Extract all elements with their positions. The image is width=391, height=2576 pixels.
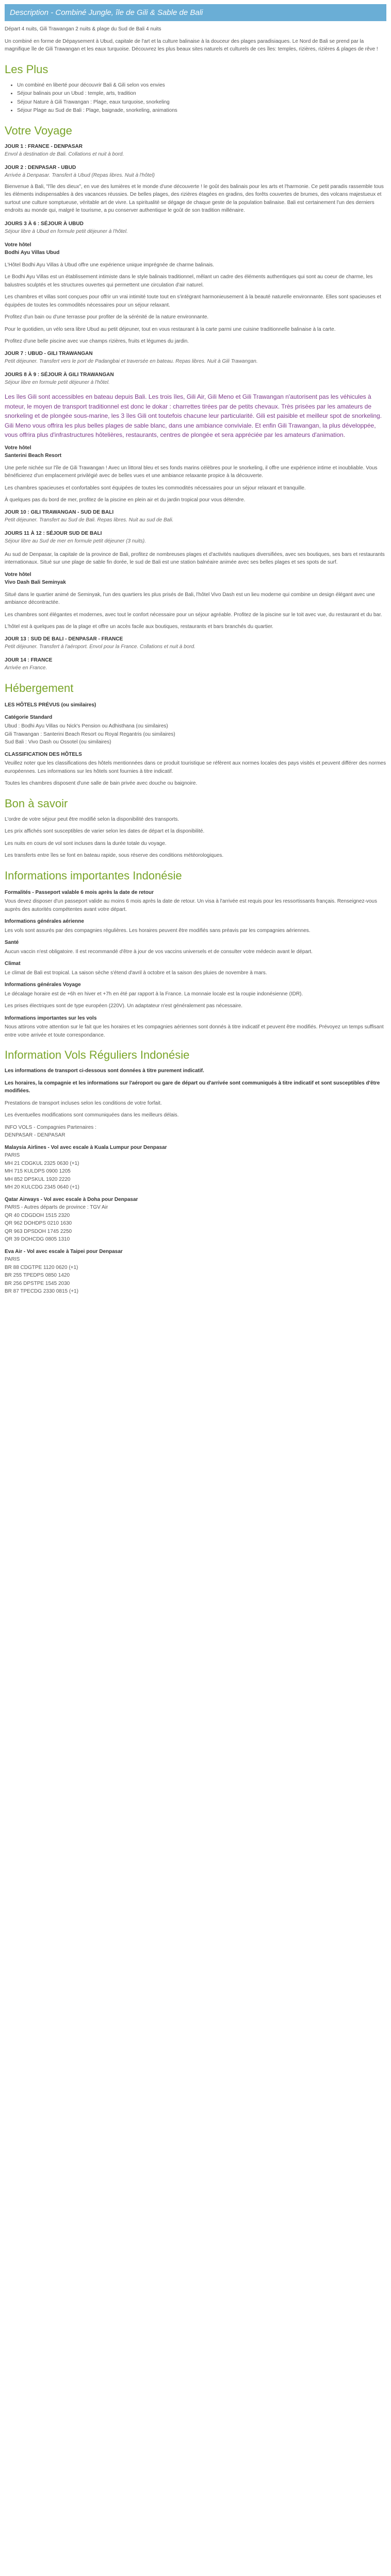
goodtoknow-item: Les transferts entre îles se font en bateau rapide, sous réserve des conditions météorologiques.	[5, 853, 224, 859]
practical-text: Les prises électriques sont de type européen (220V). Un adaptateur n'est généralement pas nécessaire.	[5, 1003, 243, 1009]
highlights-title: Les Plus	[5, 62, 48, 76]
section-banner: Description - Combiné Jungle, île de Gili & Sable de Bali	[5, 4, 386, 21]
practical-heading: Santé	[5, 940, 19, 946]
flights-text: Prestations de transport incluses selon les conditions de votre forfait.	[5, 1100, 162, 1106]
day-meal: Petit déjeuner. Transfert au Sud de Bali. Repas libres. Nuit au sud de Bali.	[5, 517, 174, 523]
practical-title: Informations importantes Indonésie	[5, 869, 182, 882]
highlight-item: • Un combiné en liberté pour découvrir Bali & Gili selon vos envies	[17, 81, 386, 90]
flight-line: BR 87 TPECDG 2330 0815 (+1)	[5, 1289, 78, 1295]
flights-title: Information Vols Réguliers Indonésie	[5, 1048, 190, 1062]
practical-text: Nous attirons votre attention sur le fait que les horaires et les compagnies aériennes sont donnés à titre indicatif et peuvent être modifiés. Prévoyez un temps suffisant entre votre arrivée et toute correspondance.	[5, 1024, 384, 1038]
day-meal: Arrivée en France.	[5, 665, 47, 671]
accommodation-line: Ubud : Bodhi Ayu Villas ou Nick's Pension ou Adhisthana (ou similaires)	[5, 723, 168, 729]
flight-line: QR 963 DPSDOH 1745 2250	[5, 1228, 72, 1234]
day-block	[5, 509, 386, 524]
hotel-desc: Pour le quotidien, un vélo sera libre Ubud au petit déjeuner, tout en vous restaurant à la carte parmi une cuisine traditionnelle balinaise à la carte.	[5, 326, 336, 332]
flight-line: MH 852 DPSKUL 1920 2220	[5, 1176, 71, 1182]
practical-text: Vous devez disposer d'un passeport valide au moins 6 mois après la date de retour. Un visa à l'arrivée est requis pour les ressortissants français. Renseignez-vous auprès des autorités compétentes avant votre départ.	[5, 899, 377, 912]
day-block	[5, 143, 386, 159]
accommodation-line: Sud Bali : Vivo Dash ou Ossotel (ou similaires)	[5, 739, 111, 745]
day-meal: Petit déjeuner. Transfert vers le port de Padangbai et traversée en bateau. Repas libres. Nuit à Gili Trawangan.	[5, 359, 258, 365]
accommodation-heading: CLASSIFICATION DES HÔTELS	[5, 751, 82, 757]
practical-heading: Climat	[5, 961, 21, 967]
flight-line: PARIS - Autres départs de province : TGV Air	[5, 1205, 108, 1211]
practical-heading: Informations générales Voyage	[5, 982, 81, 988]
hotel-name: Vivo Dash Bali Seminyak	[5, 580, 66, 586]
day-title: JOUR 10 : GILI TRAWANGAN - SUD DE BALI	[5, 509, 114, 515]
itinerary-title: Votre Voyage	[5, 124, 72, 137]
day-block	[5, 350, 386, 366]
description-page	[5, 0, 386, 1302]
flight-line: BR 256 DPSTPE 1545 2030	[5, 1280, 70, 1286]
day-title: JOUR 13 : SUD DE BALI - DENPASAR - FRANCE	[5, 636, 123, 642]
practical-text: Le climat de Bali est tropical. La saison sèche s'étend d'avril à octobre et la saison des pluies de novembre à mars.	[5, 970, 267, 976]
accommodation-line: Toutes les chambres disposent d'une salle de bain privée avec douche ou baignoire.	[5, 781, 198, 786]
accommodation-category: Catégorie Standard	[5, 714, 53, 720]
flight-line: QR 39 DOHCDG 0805 1310	[5, 1236, 70, 1243]
goodtoknow-item: Les nuits en cours de vol sont incluses dans la durée totale du voyage.	[5, 840, 167, 846]
practical-heading: Informations générales aérienne	[5, 919, 84, 925]
practical-text: Le décalage horaire est de +6h en hiver et +7h en été par rapport à la France. La monnaie locale est la roupie indonésienne (IDR).	[5, 991, 303, 997]
accommodation-title: Hébergement	[5, 681, 74, 694]
day-block	[5, 656, 386, 672]
day-title: JOURS 8 À 9 : SÉJOUR À GILI TRAWANGAN	[5, 371, 114, 378]
day-block	[5, 635, 386, 651]
flight-line: QR 962 DOHDPS 0210 1630	[5, 1221, 72, 1227]
highlight-item: • Séjour Plage au Sud de Bali : Plage, baignade, snorkeling, animations	[17, 107, 386, 115]
gili-intro: Les îles Gili sont accessibles en bateau depuis Bali. Les trois îles, Gili Air, Gili Meno et Gili Trawangan n'autorisent pas les véhicules à moteur, le moyen de transport traditionnel est donc le dokar : charrettes tirées par de petits chevaux. Très prisées par les amateurs de snorkeling et de plongée sous-marine, les 3 îles Gili ont toutefois chacune leur particularité. Gili est paisible et meilleur spot de snorkeling. Gili Meno vous offrira les plus belles plages de sable blanc, dans une ambiance conviviale. Et enfin Gili Trawangan, la plus développée, vous offrira plus d'infrastructures hôtelières, restaurants, centres de plongée et sera appréciée par les amateurs d'animation.	[5, 393, 382, 439]
flight-line: BR 255 TPEDPS 0850 1420	[5, 1273, 70, 1279]
intro-duration: Départ 4 nuits, Gili Trawangan 2 nuits & plage du Sud de Bali 4 nuits	[5, 26, 161, 32]
hotel-desc: Le Bodhi Ayu Villas est un établissement intimiste dans le style balinais traditionnel, mêlant un cadre des éléments authentiques qui sont au coeur de charme, les balustres sculptés et les structures ouvertes qui permettent une circulation d'air naturel.	[5, 274, 373, 288]
hotel-south	[5, 571, 386, 587]
hotel-gili	[5, 444, 386, 460]
goodtoknow-item: Les prix affichés sont susceptibles de varier selon les dates de départ et la disponibilité.	[5, 828, 205, 835]
day-meal: Séjour libre en formule petit déjeuner à l'hôtel.	[5, 380, 110, 386]
day-meal: Envol à destination de Bali. Collations et nuit à bord.	[5, 151, 124, 158]
flights-heading: DENPASAR - DENPASAR	[5, 1132, 66, 1139]
hotel-desc: Les chambres sont élégantes et modernes, avec tout le confort nécessaire pour un séjour agréable. Profitez de la piscine sur le toit avec vue, du restaurant et du bar.	[5, 612, 382, 618]
day-meal: Séjour libre au Sud de mer en formule petit déjeuner (3 nuits).	[5, 538, 146, 545]
accommodation-line: Veuillez noter que les classifications des hôtels mentionnées dans ce produit touristique se réfèrent aux normes locales des pays visités et peuvent différer des normes européennes. Les informations sur les hôtels sont fournies à titre indicatif.	[5, 760, 386, 774]
intro-text: Un combiné en forme de Dépaysement à Ubud, capitale de l'art et la culture balinaise à la douceur des plages paradisiaques. Le Nord de Bali se prend par la magnifique île de Gili Trawangan et les eaux turquoise. Découvrez les plus beaux sites naturels et culturels de ces îles: temples, rizières, rizières & plages de rêve !	[5, 38, 378, 53]
highlight-item: • Séjour balinais pour un Ubud : temple, arts, tradition	[17, 90, 386, 98]
day-block	[5, 164, 386, 215]
flight-line: MH 715 KULDPS 0900 1205	[5, 1168, 71, 1175]
practical-text: Les vols sont assurés par des compagnies régulières. Les horaires peuvent être modifiés sans préavis par les compagnies aériennes.	[5, 927, 311, 934]
day-title: JOUR 1 : FRANCE - DENPASAR	[5, 143, 83, 149]
hotel-desc: L'Hôtel Bodhi Ayu Villas à Ubud offre une expérience unique imprégnée de charme balinais.	[5, 262, 215, 268]
day-title: JOUR 14 : FRANCE	[5, 657, 53, 663]
flight-carrier: Malaysia Airlines - Vol avec escale à Kuala Lumpur pour Denpasar	[5, 1144, 167, 1150]
practical-text: Aucun vaccin n'est obligatoire. Il est recommandé d'être à jour de vos vaccins universels et de consulter votre médecin avant le départ.	[5, 948, 313, 955]
flights-heading: INFO VOLS - Compagnies Partenaires :	[5, 1124, 96, 1130]
flights-text: Les éventuelles modifications sont communiquées dans les meilleurs délais.	[5, 1112, 179, 1118]
day-body: Bienvenue à Bali, "l'île des dieux", en vue des lumières et le monde d'une découverte ! le goût des balinais pour les arts et l'harmonie. Ce petit paradis rassemble tous les éléments indispensables à des vacances réussies. De belles plages, des rizières étagées en gradins, des forêts couvertes de brumes, des volcans majestueux et surtout une culture somptueuse, véritable art de vivre. La spiritualité se dégage de chaque geste de la population balinaise. Bali est certainement l'un des derniers endroits au monde qui, malgré le tourisme, a pu conserver authentique le goût de son tradition millénaire.	[5, 183, 384, 214]
practical-heading: Formalités - Passeport valable 6 mois après la date de retour	[5, 889, 154, 895]
day-meal: Petit déjeuner. Transfert à l'aéroport. Envol pour la France. Collations et nuit à bord.	[5, 644, 196, 650]
day-title: JOUR 2 : DENPASAR - UBUD	[5, 164, 76, 171]
hotel-label: Votre hôtel	[5, 571, 31, 578]
flight-line: MH 21 CDGKUL 2325 0630 (+1)	[5, 1160, 79, 1166]
goodtoknow-item: L'ordre de votre séjour peut être modifié selon la disponibilité des transports.	[5, 816, 180, 822]
practical-heading: Informations importantes sur les vols	[5, 1015, 97, 1021]
flight-line: PARIS	[5, 1153, 20, 1159]
hotel-desc: L'hôtel est à quelques pas de la plage et offre un accès facile aux boutiques, restaurants et bars branchés du quartier.	[5, 624, 273, 630]
flights-intro: Les informations de transport ci-dessous sont données à titre purement indicatif.	[5, 1068, 204, 1074]
day-block	[5, 530, 386, 546]
flight-line: BR 88 CDGTPE 1120 0620 (+1)	[5, 1264, 78, 1270]
south-desc: Au sud de Denpasar, la capitale de la province de Bali, profitez de nombreuses plages et d'activités nautiques diversifiées, avec ses boutiques, ses bars et restaurants internationaux. Situé sur une plage de sable fin dorée, le sud de Bali est une station balnéaire animée avec ses belles plages et ses spots de surf.	[5, 551, 385, 566]
hotel-desc: Profitez d'une belle piscine avec vue champs rizières, fruits et légumes du jardin.	[5, 338, 189, 345]
hotel-desc: À quelques pas du bord de mer, profitez de la piscine en plein air et du jardin tropical pour vous détendre.	[5, 497, 246, 503]
accommodation-line: Gili Trawangan : Santerini Beach Resort ou Royal Regantris (ou similaires)	[5, 731, 175, 737]
flight-carrier: Qatar Airways - Vol avec escale à Doha pour Denpasar	[5, 1196, 138, 1202]
hotel-label: Votre hôtel	[5, 445, 31, 451]
hotel-desc: Une perle nichée sur l'île de Gili Trawangan ! Avec un littoral bleu et ses fonds marins célèbres pour le snorkeling, il offre une expérience intime et inoubliable. Vous bénéficierez d'un emplacement privilégié avec de belles vues et une ambiance relaxante propice à la découverte.	[5, 465, 378, 479]
flights-text: Les horaires, la compagnie et les informations sur l'aéroport ou gare de départ ou d'arrivée sont communiqués à titre indicatif et sont susceptibles d'être modifiées.	[5, 1080, 380, 1094]
flight-carrier: Eva Air - Vol avec escale à Taipei pour Denpasar	[5, 1248, 123, 1255]
highlight-item: • Séjour Nature à Gili Trawangan : Plage, eaux turquoise, snorkeling	[17, 98, 386, 107]
hotel-ubud	[5, 241, 386, 257]
flight-line: PARIS	[5, 1257, 20, 1263]
highlights-list	[5, 81, 386, 115]
day-title: JOURS 11 À 12 : SÉJOUR SUD DE BALI	[5, 530, 102, 536]
day-block	[5, 371, 386, 387]
hotel-desc: Profitez d'un bain ou d'une terrasse pour profiter de la sérénité de la nature environnante.	[5, 314, 209, 320]
flight-line: MH 20 KULCDG 2345 0640 (+1)	[5, 1184, 79, 1191]
hotel-label: Votre hôtel	[5, 242, 31, 248]
hotel-name: Bodhi Ayu Villas Ubud	[5, 250, 60, 256]
goodtoknow-title: Bon à savoir	[5, 796, 68, 810]
day-meal: Arrivée à Denpasar. Transfert à Ubud (Repas libres. Nuit à l'hôtel)	[5, 173, 155, 179]
flight-line: QR 40 CDGDOH 1515 2320	[5, 1212, 70, 1218]
hotel-desc: Situé dans le quartier animé de Seminyak, l'un des quartiers les plus prisés de Bali, l'hôtel Vivo Dash est un lieu moderne qui combine un design élégant avec une ambiance décontractée.	[5, 591, 375, 606]
hotel-desc: Les chambres spacieuses et confortables sont équipées de toutes les commodités nécessaires pour un séjour relaxant et tranquille.	[5, 485, 306, 491]
day-title: JOUR 7 : UBUD - GILI TRAWANGAN	[5, 350, 93, 357]
hotel-name: Santerini Beach Resort	[5, 453, 62, 459]
day-block	[5, 220, 386, 236]
accommodation-heading: LES HÔTELS PRÉVUS (ou similaires)	[5, 702, 96, 708]
day-meal: Séjour libre à Ubud en formule petit déjeuner à l'hôtel.	[5, 229, 128, 235]
hotel-desc: Les chambres et villas sont conçues pour offrir un vrai intimité toute tout en s'intégrant harmonieusement à la beauté naturelle environnante. Elles sont spacieuses et équipées de toutes les commodités nécessaires pour un séjour relaxant.	[5, 294, 381, 308]
day-title: JOURS 3 À 6 : SÉJOUR À UBUD	[5, 221, 84, 227]
